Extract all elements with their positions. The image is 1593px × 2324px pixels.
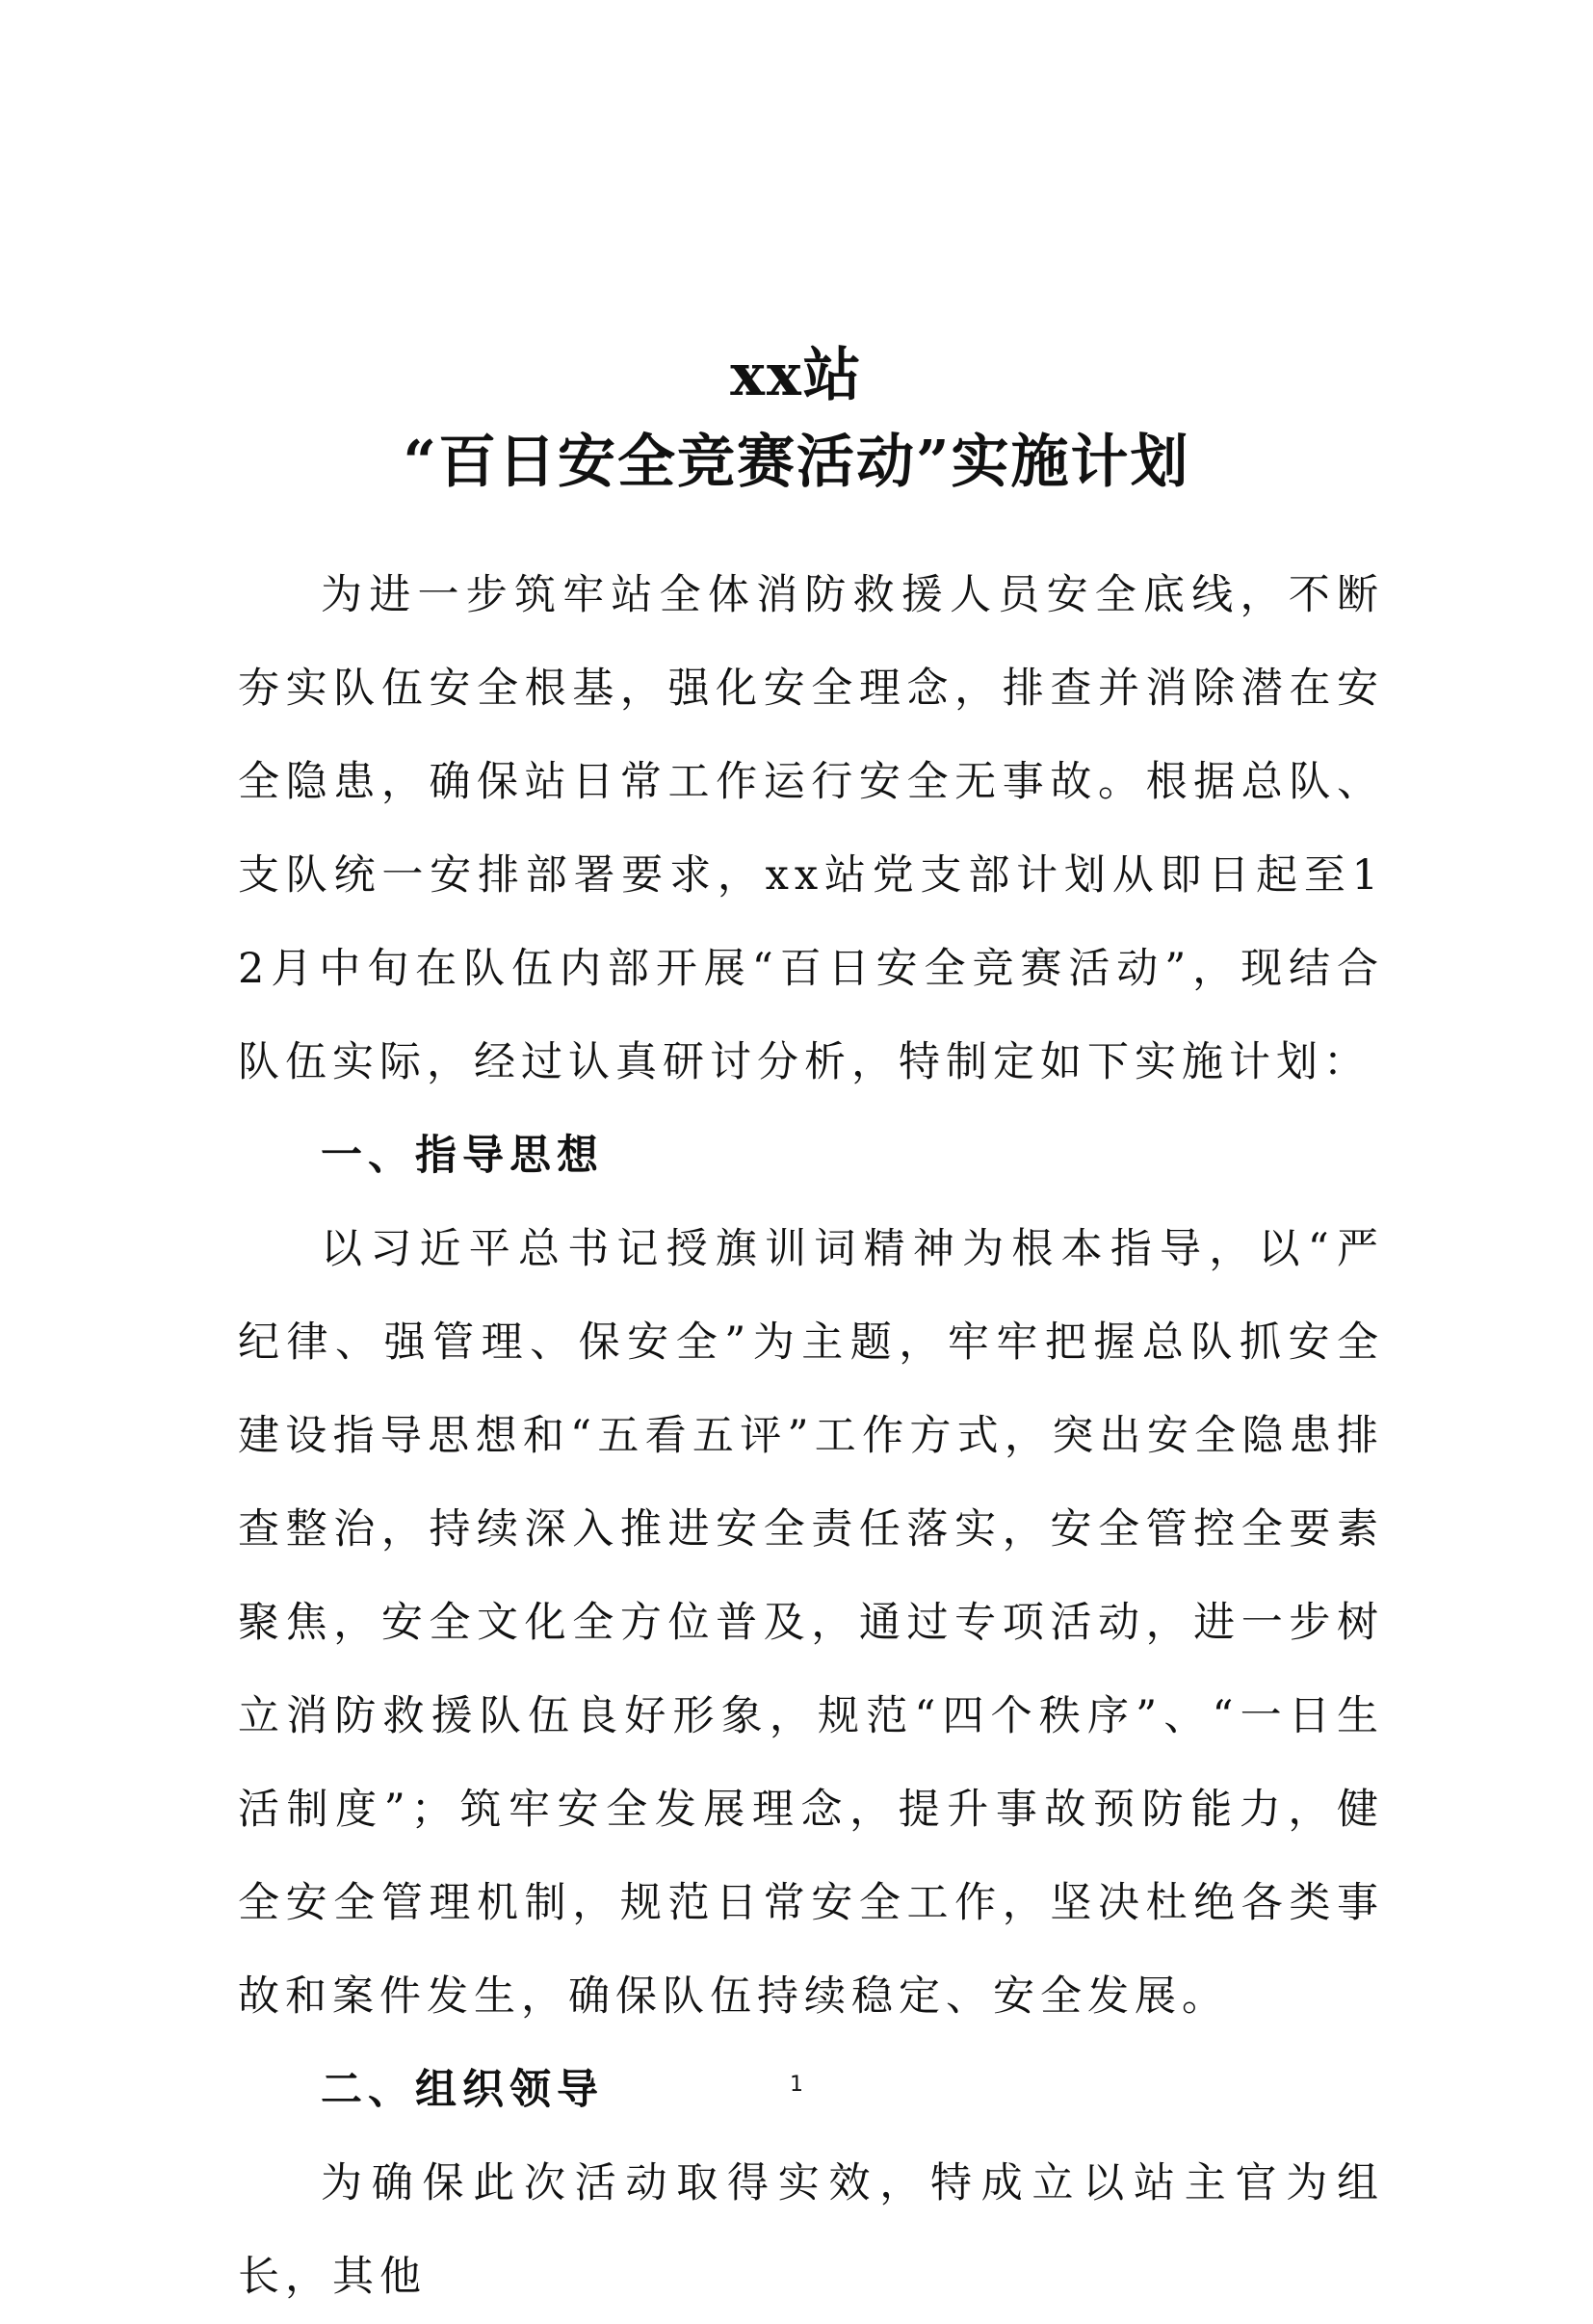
- document-body: [238, 549, 1384, 2324]
- section-heading-organization: 二、组织领导: [321, 2066, 604, 2114]
- intro-paragraph: 为进一步筑牢站全体消防救援人员安全底线，不断夯实队伍安全根基，强化安全理念，排查并消除潜在安全隐患，确保站日常工作运行安全无事故。根据总队、支队统一安排部署要求，xx站党支部计划从即日起至12月中旬在队伍内部开展“百日安全竞赛活动”，现结合队伍实际，经过认真研讨分析，特制定如下实施计划：: [238, 571, 1384, 1086]
- title-plan-name: “百日安全竞赛活动”实施计划: [403, 429, 1190, 496]
- document-title: [212, 337, 1381, 501]
- section-paragraph-guiding-ideology: 以习近平总书记授旗训词精神为根本指导，以“严纪律、强管理、保安全”为主题，牢牢把握总队抓安全建设指导思想和“五看五评”工作方式，突出安全隐患排查整治，持续深入推进安全责任落实，安全管控全要素聚焦，安全文化全方位普及，通过专项活动，进一步树立消防救援队伍良好形象，规范“四个秩序”、“一日生活制度”；筑牢安全发展理念，提升事故预防能力，健全安全管理机制，规范日常安全工作，坚决杜绝各类事故和案件发生，确保队伍持续稳定、安全发展。: [238, 1225, 1384, 2021]
- title-station-name: xx站: [730, 342, 863, 409]
- section-paragraph-organization: 为确保此次活动取得实效，特成立以站主官为组长，其他: [238, 2159, 1384, 2301]
- page-number: 1: [790, 2073, 803, 2097]
- section-heading-guiding-ideology: 一、指导思想: [321, 1132, 604, 1180]
